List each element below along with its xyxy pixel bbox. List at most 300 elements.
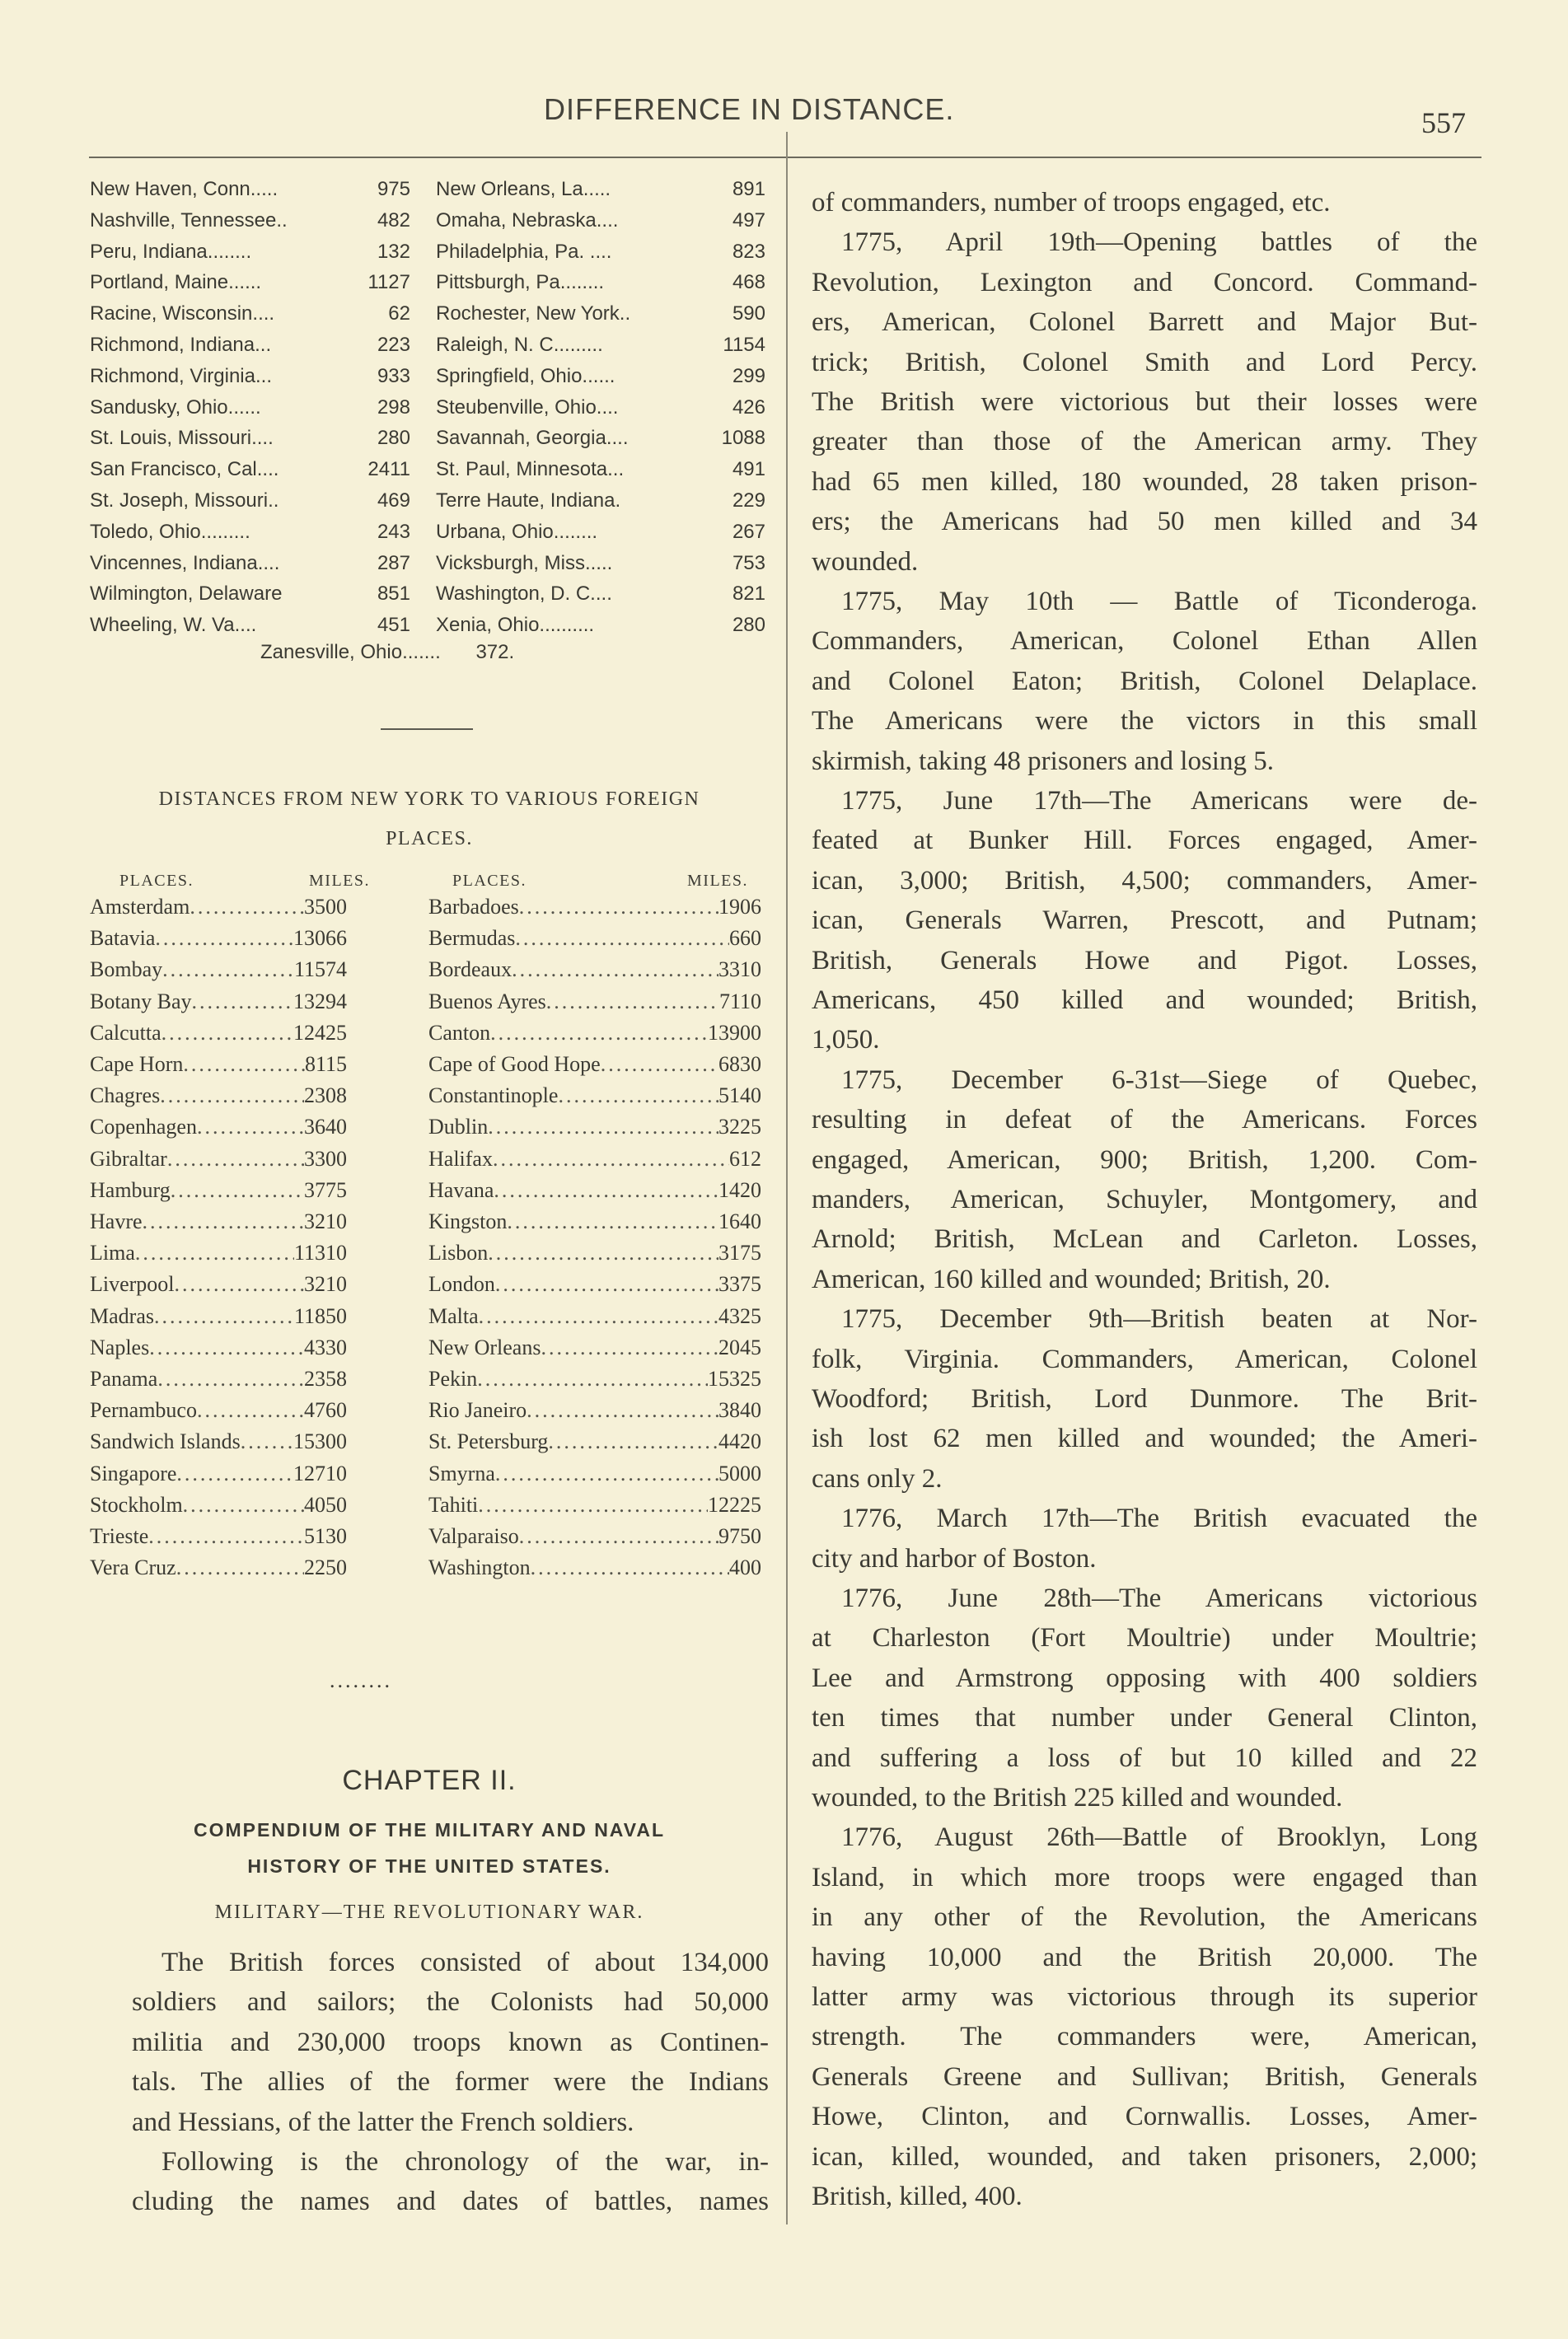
table-cell xyxy=(428,1398,761,1423)
miles-value: 299 xyxy=(732,364,765,387)
miles-value: 3210 xyxy=(304,1209,347,1233)
place-name: Omaha, Nebraska.... xyxy=(436,208,619,232)
place-name: Constantinople xyxy=(428,1083,559,1108)
text-line: The British forces consisted of about 134,000 xyxy=(161,1948,769,1977)
miles-value: 3300 xyxy=(304,1146,347,1171)
place-name: Hamburg xyxy=(90,1177,171,1202)
dot-leader xyxy=(175,1272,304,1297)
table-row xyxy=(90,989,761,1021)
place-name: Philadelphia, Pa. .... xyxy=(436,240,612,263)
text-line: American, 160 killed and wounded; British, 20. xyxy=(812,1264,1331,1294)
text-line: skirmish, taking 48 prisoners and losing 5. xyxy=(812,746,1274,776)
place-name: Botany Bay xyxy=(90,989,192,1013)
text-line: Howe, Clinton, and Cornwallis. Losses, Amer- xyxy=(812,2102,1477,2132)
table-row xyxy=(90,521,765,552)
place-name: Valparaiso xyxy=(428,1524,519,1548)
table-cell xyxy=(90,1115,347,1139)
text-line: Following is the chronology of the war, in- xyxy=(161,2147,769,2177)
table-cell xyxy=(90,1272,347,1297)
text-line: ish lost 62 men killed and wounded; the Ameri- xyxy=(812,1424,1477,1454)
table-row xyxy=(90,895,761,926)
text-line: at Charleston (Fort Moultrie) under Moultrie; xyxy=(812,1623,1477,1654)
text-line: cluding the names and dates of battles, names xyxy=(132,2187,769,2217)
place-name: Bordeaux xyxy=(428,957,513,982)
table-row xyxy=(90,1178,761,1209)
dot-leader xyxy=(488,1241,718,1265)
dot-leader xyxy=(167,1147,304,1172)
end-dots: ........ xyxy=(330,1668,392,1692)
place-name: Malta xyxy=(428,1303,479,1328)
place-name: New Haven, Conn..... xyxy=(90,178,278,200)
text-line: Revolution, Lexington and Concord. Command- xyxy=(812,267,1477,297)
place-name: Cape of Good Hope xyxy=(428,1052,601,1076)
dot-leader xyxy=(176,1555,304,1580)
dot-leader xyxy=(190,895,304,919)
miles-value: 9750 xyxy=(718,1524,761,1548)
place-name: Smyrna xyxy=(428,1461,495,1485)
miles-value: 823 xyxy=(732,240,765,263)
column-header-miles: MILES. xyxy=(687,872,748,890)
dot-leader xyxy=(558,1083,718,1108)
table-cell xyxy=(428,1493,761,1518)
text-line: 1776, March 17th—The British evacuated the xyxy=(841,1504,1477,1534)
place-name: Havre xyxy=(90,1209,143,1233)
place-name: Trieste xyxy=(90,1524,149,1548)
miles-value: 2358 xyxy=(304,1367,347,1391)
miles-value: 891 xyxy=(732,178,765,200)
text-line: 1775, December 9th—British beaten at Nor- xyxy=(841,1304,1477,1335)
dot-leader xyxy=(477,1367,708,1392)
table-cell xyxy=(90,1555,347,1580)
place-name: Barbadoes xyxy=(428,895,519,919)
table-row xyxy=(90,396,765,428)
dot-leader xyxy=(148,1524,304,1549)
dot-leader xyxy=(157,1367,304,1392)
miles-value: 5130 xyxy=(304,1524,347,1548)
miles-value: 223 xyxy=(377,334,410,356)
text-line: feated at Bunker Hill. Forces engaged, Amer- xyxy=(812,826,1477,856)
table-cell xyxy=(90,1178,347,1203)
table-row xyxy=(90,1304,761,1336)
column-header-places: PLACES. xyxy=(119,872,194,890)
text-line: soldiers and sailors; the Colonists had 50,000 xyxy=(132,1987,769,2018)
dot-leader xyxy=(495,1462,718,1486)
dot-leader xyxy=(548,1429,718,1454)
place-name: Toledo, Ohio......... xyxy=(90,520,250,543)
place-name: Panama xyxy=(90,1367,158,1391)
text-line: Arnold; British, McLean and Carleton. Losses, xyxy=(812,1224,1477,1255)
place-name: Halifax xyxy=(428,1146,493,1171)
place-name: Buenos Ayres xyxy=(428,989,546,1013)
table-cell xyxy=(90,1524,347,1549)
place-name: Wheeling, W. Va.... xyxy=(90,614,257,637)
table-cell xyxy=(428,1178,761,1203)
table-row xyxy=(90,427,765,458)
miles-value: 1906 xyxy=(718,895,761,919)
table-row xyxy=(90,926,761,957)
place-name: San Francisco, Cal.... xyxy=(90,458,279,481)
dot-leader xyxy=(135,1241,294,1265)
place-name: Vicksburgh, Miss..... xyxy=(436,551,613,574)
miles-value: 4420 xyxy=(718,1429,761,1454)
table-row xyxy=(90,1021,761,1052)
table-cell xyxy=(428,1147,761,1172)
chapter-subtitle: COMPENDIUM OF THE MILITARY AND NAVAL xyxy=(193,1819,665,1841)
column-header-places: PLACES. xyxy=(452,872,527,890)
miles-value: 1420 xyxy=(718,1177,761,1202)
place-name: Liverpool xyxy=(90,1272,175,1297)
place-name: Naples xyxy=(90,1335,150,1359)
place-name: St. Paul, Minnesota... xyxy=(436,458,625,481)
miles-value: 4050 xyxy=(304,1492,347,1517)
text-line: militia and 230,000 troops known as Continen- xyxy=(132,2027,769,2057)
miles-value: 287 xyxy=(377,551,410,574)
text-line: ican, 3,000; British, 4,500; commanders, Amer- xyxy=(812,865,1477,896)
miles-value: 426 xyxy=(732,395,765,419)
table-row xyxy=(90,241,765,272)
place-name: Tahiti xyxy=(428,1492,479,1517)
table-row xyxy=(90,1272,761,1303)
table-cell xyxy=(90,1462,347,1486)
foreign-table-title-cont: PLACES. xyxy=(386,828,473,849)
miles-value: 8115 xyxy=(304,1052,347,1076)
place-name: Lima xyxy=(90,1241,135,1265)
header-rule xyxy=(89,157,1481,158)
place-name: Xenia, Ohio.......... xyxy=(436,614,595,637)
text-line: city and harbor of Boston. xyxy=(812,1543,1097,1574)
dot-leader xyxy=(155,926,293,951)
section-title: MILITARY—THE REVOLUTIONARY WAR. xyxy=(214,1902,644,1923)
miles-value: 13900 xyxy=(708,1020,761,1045)
dot-leader xyxy=(541,1336,718,1360)
dot-leader xyxy=(197,1115,304,1139)
table-row xyxy=(90,1367,761,1398)
table-row xyxy=(90,209,765,241)
table-row xyxy=(90,1524,761,1555)
place-name: Lisbon xyxy=(428,1241,489,1265)
table-cell xyxy=(90,1429,347,1454)
place-name: Bermudas xyxy=(428,926,516,951)
text-line: greater than those of the American army. They xyxy=(812,427,1477,457)
table-cell xyxy=(90,1493,347,1518)
miles-value: 7110 xyxy=(718,989,761,1013)
miles-value: 62 xyxy=(388,302,410,325)
miles-value: 753 xyxy=(732,551,765,574)
place-name: Calcutta xyxy=(90,1020,161,1045)
running-head: DIFFERENCE IN DISTANCE. xyxy=(544,92,955,126)
text-line: Lee and Armstrong opposing with 400 soldiers xyxy=(812,1663,1477,1693)
dot-leader xyxy=(176,1462,293,1486)
place-name: Gibraltar xyxy=(90,1146,167,1171)
table-cell xyxy=(428,1241,761,1265)
miles-value: 3640 xyxy=(304,1115,347,1139)
dot-leader xyxy=(160,1083,304,1108)
text-line: 1775, May 10th — Battle of Ticonderoga. xyxy=(841,587,1477,616)
miles-value: 497 xyxy=(732,208,765,232)
table-cell xyxy=(428,1555,761,1580)
place-name: Copenhagen xyxy=(90,1115,197,1139)
place-name: Sandwich Islands xyxy=(90,1429,241,1454)
dot-leader xyxy=(478,1493,708,1518)
place-name: Washington xyxy=(428,1555,531,1580)
miles-value: 243 xyxy=(377,520,410,543)
miles-value: 933 xyxy=(377,364,410,387)
table-cell xyxy=(90,895,347,919)
dot-leader xyxy=(601,1052,718,1077)
table-cell xyxy=(428,895,761,919)
text-line: The Americans were the victors in this small xyxy=(812,706,1477,737)
miles-value: 491 xyxy=(732,458,765,481)
text-line: wounded. xyxy=(812,546,919,577)
place-name: Nashville, Tennessee.. xyxy=(90,208,288,232)
dot-leader xyxy=(488,1115,718,1139)
miles-value: 12710 xyxy=(293,1461,347,1485)
table-row xyxy=(90,271,765,302)
miles-value: 15325 xyxy=(708,1367,761,1391)
table-cell xyxy=(90,1367,347,1392)
table-cell xyxy=(90,1336,347,1360)
table-row xyxy=(90,1555,761,1587)
text-line: and Hessians, of the latter the French soldiers. xyxy=(132,2107,634,2137)
dot-leader xyxy=(531,1555,729,1580)
text-line: strength. The commanders were, American, xyxy=(812,2022,1477,2052)
text-line: 1776, June 28th—The Americans victorious xyxy=(841,1584,1477,1613)
miles-value: 2308 xyxy=(304,1083,347,1108)
table-cell xyxy=(428,1115,761,1139)
miles-value: 590 xyxy=(732,302,765,325)
miles-value: 482 xyxy=(377,208,410,232)
dot-leader xyxy=(183,1052,305,1077)
miles-value: 851 xyxy=(377,582,410,606)
place-name: Bombay xyxy=(90,957,163,982)
text-line: ican, Generals Warren, Prescott, and Putnam; xyxy=(812,905,1477,936)
foreign-table-title: DISTANCES FROM NEW YORK TO VARIOUS FOREIGN xyxy=(158,788,700,810)
miles-value: 5140 xyxy=(718,1083,761,1108)
text-line: cans only 2. xyxy=(812,1463,943,1494)
text-line: trick; British, Colonel Smith and Lord Percy. xyxy=(812,347,1477,377)
table-row xyxy=(90,1052,761,1083)
table-cell xyxy=(428,1052,761,1077)
text-line: ers, American, Colonel Barrett and Major But- xyxy=(812,307,1477,338)
text-line: British, killed, 400. xyxy=(812,2182,1023,2211)
miles-value: 280 xyxy=(732,614,765,637)
table-row xyxy=(90,458,765,489)
table-cell xyxy=(428,1367,761,1392)
table-cell xyxy=(428,1272,761,1297)
miles-value: 4330 xyxy=(304,1335,347,1359)
text-line: 1775, December 6-31st—Siege of Quebec, xyxy=(841,1064,1477,1095)
place-name: Wilmington, Delaware xyxy=(90,582,283,606)
table-cell xyxy=(428,1304,761,1329)
place-name: Zanesville, Ohio....... xyxy=(260,641,441,663)
dot-leader xyxy=(241,1429,293,1454)
dot-leader xyxy=(149,1336,304,1360)
table-row xyxy=(90,489,765,521)
dot-leader xyxy=(512,957,718,982)
dot-leader xyxy=(519,895,718,919)
miles-value: 4760 xyxy=(304,1398,347,1423)
dot-leader xyxy=(197,1398,304,1423)
dot-leader xyxy=(527,1398,718,1423)
dot-leader xyxy=(479,1304,718,1329)
place-name: Rio Janeiro xyxy=(428,1398,527,1423)
place-name: Canton xyxy=(428,1020,491,1045)
table-row xyxy=(90,1429,761,1461)
miles-value: 469 xyxy=(377,489,410,512)
table-cell xyxy=(90,1147,347,1172)
dot-leader xyxy=(154,1304,294,1329)
place-name: Terre Haute, Indiana. xyxy=(436,489,621,512)
miles-value: 15300 xyxy=(293,1429,347,1454)
miles-value: 3210 xyxy=(304,1272,347,1297)
miles-value: 3375 xyxy=(718,1272,761,1297)
table-cell xyxy=(90,1209,347,1234)
table-cell xyxy=(90,989,347,1014)
table-cell xyxy=(90,1241,347,1265)
text-line: and suffering a loss of but 10 killed and 22 xyxy=(812,1743,1477,1773)
place-name: Chagres xyxy=(90,1083,161,1108)
miles-value: 13066 xyxy=(293,926,347,951)
column-header-miles: MILES. xyxy=(309,872,370,890)
place-name: New Orleans, La..... xyxy=(436,178,611,200)
table-cell xyxy=(428,1336,761,1360)
miles-value: 4325 xyxy=(718,1303,761,1328)
miles-value: 372. xyxy=(475,641,515,663)
place-name: Pernambuco xyxy=(90,1398,197,1423)
text-line: 1775, June 17th—The Americans were de- xyxy=(841,786,1477,816)
table-row xyxy=(90,365,765,396)
table-cell xyxy=(428,957,761,982)
miles-value: 975 xyxy=(377,178,410,200)
text-line: resulting in defeat of the Americans. Forces xyxy=(812,1105,1477,1135)
miles-value: 11310 xyxy=(293,1241,347,1265)
place-name: Washington, D. C.... xyxy=(436,582,612,606)
place-name: Steubenville, Ohio.... xyxy=(436,395,619,419)
miles-value: 1640 xyxy=(718,1209,761,1233)
table-cell xyxy=(428,1429,761,1454)
chapter-subtitle-cont: HISTORY OF THE UNITED STATES. xyxy=(247,1855,611,1877)
text-line: Generals Greene and Sullivan; British, Generals xyxy=(812,2061,1477,2092)
text-line: tals. The allies of the former were the Indians xyxy=(132,2067,769,2098)
text-line: latter army was victorious through its superior xyxy=(812,1982,1477,2012)
miles-value: 2411 xyxy=(367,458,410,481)
miles-value: 267 xyxy=(732,520,765,543)
place-name: Springfield, Ohio...... xyxy=(436,364,615,387)
text-line: Woodford; British, Lord Dunmore. The Brit- xyxy=(812,1384,1477,1414)
text-line: 1775, April 19th—Opening battles of the xyxy=(841,227,1477,258)
miles-value: 2250 xyxy=(304,1555,347,1580)
table-cell xyxy=(428,989,761,1014)
place-name: London xyxy=(428,1272,495,1297)
chapter-title: CHAPTER II. xyxy=(342,1765,517,1796)
miles-value: 11574 xyxy=(293,957,347,982)
text-line: having 10,000 and the British 20,000. The xyxy=(812,1942,1477,1972)
table-cell xyxy=(90,1083,347,1108)
table-cell xyxy=(428,1462,761,1486)
place-name: Peru, Indiana........ xyxy=(90,240,252,263)
place-name: Dublin xyxy=(428,1115,489,1139)
miles-value: 400 xyxy=(729,1555,761,1580)
dot-leader xyxy=(192,989,294,1014)
table-row xyxy=(90,1115,761,1146)
place-name: Singapore xyxy=(90,1461,177,1485)
miles-value: 229 xyxy=(732,489,765,512)
table-cell xyxy=(90,1398,347,1423)
miles-value: 13294 xyxy=(293,989,347,1013)
dot-leader xyxy=(490,1021,708,1046)
text-line: of commanders, number of troops engaged, etc. xyxy=(812,188,1331,218)
place-name: Madras xyxy=(90,1303,154,1328)
miles-value: 280 xyxy=(377,427,410,450)
text-line: British, Generals Howe and Pigot. Losses, xyxy=(812,945,1477,975)
table-row xyxy=(90,582,765,614)
table-cell xyxy=(428,1021,761,1046)
table-row xyxy=(90,302,765,334)
table-row xyxy=(90,1147,761,1178)
section-divider xyxy=(381,728,473,730)
table-row-final xyxy=(260,641,514,672)
dot-leader xyxy=(143,1209,304,1234)
text-line: The British were victorious but their losses were xyxy=(812,387,1477,417)
table-cell xyxy=(90,1021,347,1046)
table-cell xyxy=(90,957,347,982)
table-row xyxy=(90,1398,761,1429)
table-row xyxy=(90,1083,761,1115)
dot-leader xyxy=(183,1493,304,1518)
table-row xyxy=(90,334,765,365)
place-name: Batavia xyxy=(90,926,156,951)
place-name: St. Louis, Missouri.... xyxy=(90,427,274,450)
miles-value: 3225 xyxy=(718,1115,761,1139)
place-name: Stockholm xyxy=(90,1492,183,1517)
text-line: Commanders, American, Colonel Ethan Allen xyxy=(812,626,1477,657)
table-cell xyxy=(428,926,761,951)
miles-value: 1127 xyxy=(367,271,410,294)
miles-value: 6830 xyxy=(718,1052,761,1076)
dot-leader xyxy=(519,1524,718,1549)
place-name: Urbana, Ohio........ xyxy=(436,520,598,543)
page-number: 557 xyxy=(1421,106,1466,139)
text-line: ican, killed, wounded, and taken prisoners, 2,000; xyxy=(812,2141,1477,2172)
table-row xyxy=(90,552,765,583)
miles-value: 3175 xyxy=(718,1241,761,1265)
place-name: St. Petersburg xyxy=(428,1429,549,1454)
place-name: Amsterdam xyxy=(90,895,190,919)
miles-value: 468 xyxy=(732,271,765,294)
miles-value: 3500 xyxy=(304,895,347,919)
miles-value: 12225 xyxy=(708,1492,761,1517)
text-line: 1,050. xyxy=(812,1025,880,1055)
miles-value: 451 xyxy=(377,614,410,637)
place-name: Richmond, Virginia... xyxy=(90,364,272,387)
miles-value: 3775 xyxy=(304,1177,347,1202)
place-name: Kingston xyxy=(428,1209,508,1233)
table-row xyxy=(90,1493,761,1524)
miles-value: 11850 xyxy=(293,1303,347,1328)
miles-value: 132 xyxy=(377,240,410,263)
text-line: had 65 men killed, 180 wounded, 28 taken prison- xyxy=(812,466,1477,497)
text-line: ten times that number under General Clinton, xyxy=(812,1703,1477,1733)
text-line: manders, American, Schuyler, Montgomery, and xyxy=(812,1185,1477,1214)
miles-value: 12425 xyxy=(293,1020,347,1045)
place-name: Raleigh, N. C......... xyxy=(436,334,603,356)
dot-leader xyxy=(546,989,719,1014)
text-line: wounded, to the British 225 killed and wounded. xyxy=(812,1783,1343,1813)
table-cell xyxy=(428,1524,761,1549)
miles-value: 1088 xyxy=(721,427,765,450)
place-name: Portland, Maine...... xyxy=(90,271,262,294)
text-line: folk, Virginia. Commanders, American, Colonel xyxy=(812,1344,1477,1374)
